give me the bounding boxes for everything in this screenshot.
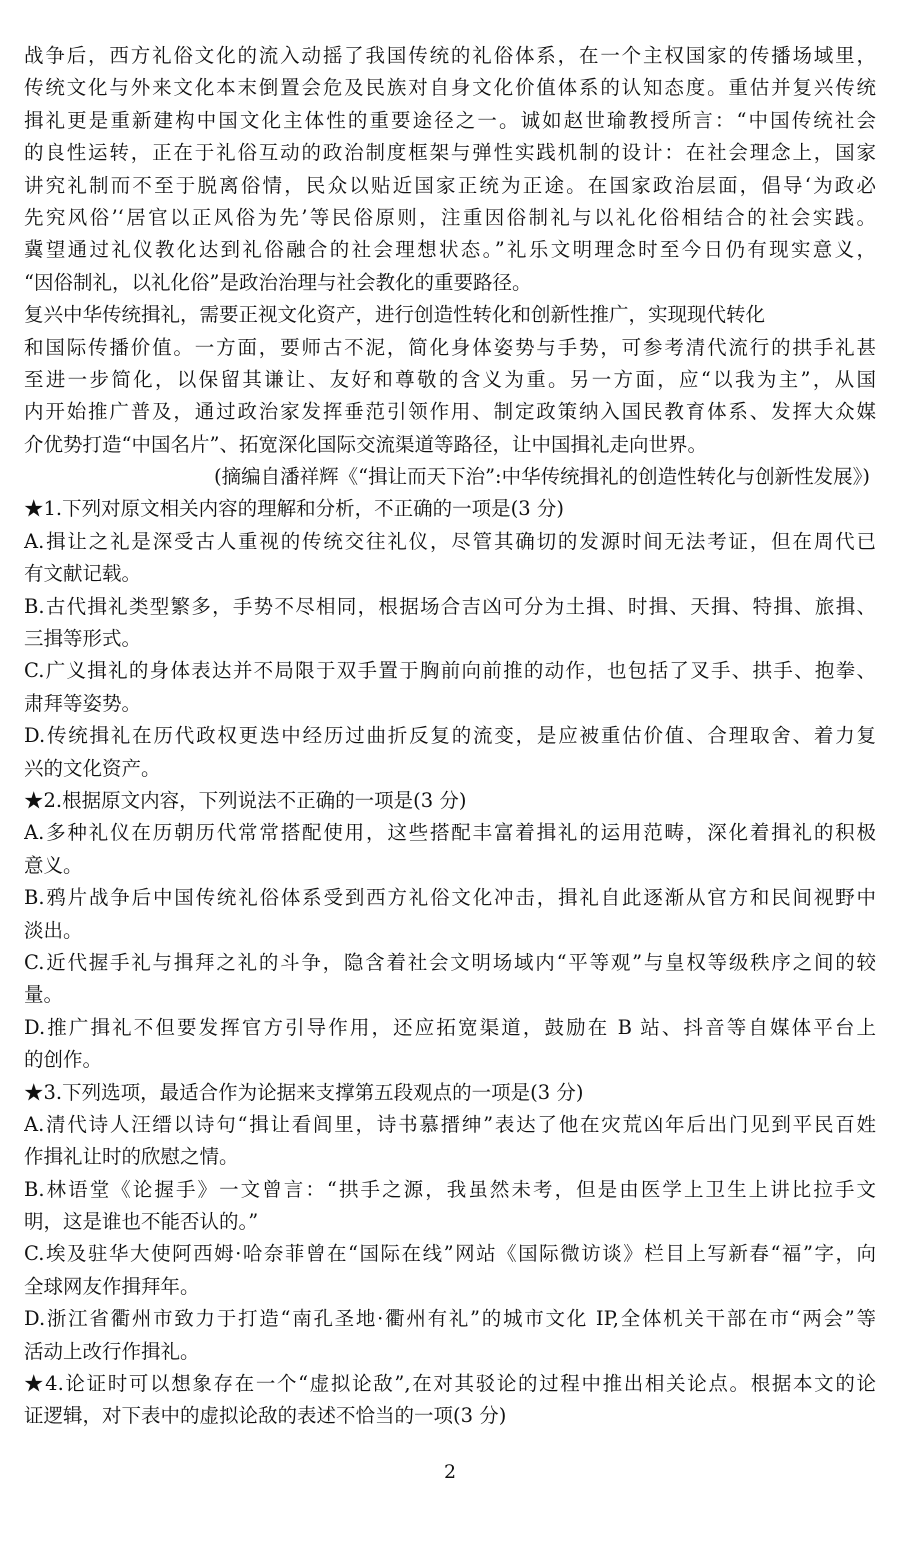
question-stem-continued: 证逻辑，对下表中的虚拟论敌的表述不恰当的一项(3 分)	[24, 1404, 507, 1428]
option-line: A.多种礼仪在历朝历代常常搭配使用，这些搭配丰富着揖礼的运用范畴，深化着揖礼的积极	[24, 821, 876, 845]
option-a[interactable]	[24, 817, 876, 882]
question-stem: ★4.论证时可以想象存在一个“虚拟论敌”,在对其驳论的过程中推出相关论点。根据本文的论	[24, 1372, 876, 1396]
option-line: 作揖礼让时的欣慰之情。	[24, 1145, 239, 1169]
passage-line: 先究风俗’‘居官以正风俗为先’等民俗原则，注重因俗制礼与以礼化俗相结合的社会实践。	[24, 205, 876, 229]
option-c[interactable]	[24, 947, 876, 1012]
option-b[interactable]	[24, 591, 876, 656]
question-3	[24, 1077, 876, 1369]
option-line: C.近代握手礼与揖拜之礼的斗争，隐含着社会文明场域内“平等观”与皇权等级秩序之间的较	[24, 950, 876, 974]
question-stem: ★3.下列选项，最适合作为论据来支撑第五段观点的一项是(3 分)	[24, 1080, 584, 1104]
option-line: D.浙江省衢州市致力于打造“南孔圣地·衢州有礼”的城市文化 IP,全体机关干部在市“两会”等	[24, 1307, 876, 1331]
option-line: 全球网友作揖拜年。	[24, 1274, 200, 1298]
option-line: 三揖等形式。	[24, 627, 142, 651]
option-b[interactable]	[24, 1174, 876, 1239]
option-d[interactable]	[24, 720, 876, 785]
question-2	[24, 785, 876, 1077]
option-d[interactable]	[24, 1012, 876, 1077]
option-line: 肃拜等姿势。	[24, 691, 142, 715]
option-line: 意义。	[24, 853, 83, 877]
option-b[interactable]	[24, 882, 876, 947]
passage-line: 冀望通过礼仪教化达到礼俗融合的社会理想状态。”礼乐文明理念时至今日仍有现实意义，	[24, 238, 876, 262]
option-line: 淡出。	[24, 918, 83, 942]
option-d[interactable]	[24, 1303, 876, 1368]
option-line: D.传统揖礼在历代政权更迭中经历过曲折反复的流变，是应被重估价值、合理取舍、着力复	[24, 724, 876, 748]
question-stem: ★1.下列对原文相关内容的理解和分析，不正确的一项是(3 分)	[24, 497, 564, 521]
option-line: D.推广揖礼不但要发挥官方引导作用，还应拓宽渠道，鼓励在 B 站、抖音等自媒体平台上	[24, 1015, 876, 1039]
passage-line: 内开始推广普及，通过政治家发挥垂范引领作用、制定政策纳入国民教育体系、发挥大众媒	[24, 400, 876, 424]
passage	[24, 40, 876, 493]
option-c[interactable]	[24, 1238, 876, 1303]
document-page	[24, 40, 876, 1433]
passage-line: 揖礼更是重新建构中国文化主体性的重要途径之一。诚如赵世瑜教授所言：“中国传统社会	[24, 108, 876, 132]
passage-line: 和国际传播价值。一方面，要师古不泥，简化身体姿势与手势，可参考清代流行的拱手礼甚	[24, 335, 876, 359]
source-citation: (摘编自潘祥辉《“揖让而天下治”:中华传统揖礼的创造性转化与创新性发展》)	[214, 465, 870, 489]
option-line: B.鸦片战争后中国传统礼俗体系受到西方礼俗文化冲击，揖礼自此逐渐从官方和民间视野中	[24, 886, 876, 910]
option-a[interactable]	[24, 526, 876, 591]
option-line: C.广义揖礼的身体表达并不局限于双手置于胸前向前推的动作，也包括了叉手、拱手、抱拳、	[24, 659, 876, 683]
option-line: B.古代揖礼类型繁多，手势不尽相同，根据场合吉凶可分为土揖、时揖、天揖、特揖、旅揖、	[24, 594, 876, 618]
passage-line: 讲究礼制而不至于脱离俗情，民众以贴近国家正统为正途。在国家政治层面，倡导‘为政必	[24, 173, 876, 197]
passage-line: 介优势打造“中国名片”、拓宽深化国际交流渠道等路径，让中国揖礼走向世界。	[24, 432, 707, 456]
page-number: 2	[443, 1461, 457, 1483]
option-line: 兴的文化资产。	[24, 756, 161, 780]
option-c[interactable]	[24, 655, 876, 720]
passage-line: 的良性运转，正在于礼俗互动的政治制度框架与弹性实践机制的设计：在社会理念上，国家	[24, 141, 876, 165]
question-4	[24, 1368, 876, 1433]
option-line: 活动上改行作揖礼。	[24, 1339, 200, 1363]
option-line: B.林语堂《论握手》一文曾言：“拱手之源，我虽然未考，但是由医学上卫生上讲比拉手文	[24, 1177, 876, 1201]
option-line: A.揖让之礼是深受古人重视的传统交往礼仪，尽管其确切的发源时间无法考证，但在周代已	[24, 529, 876, 553]
option-line: C.埃及驻华大使阿西姆·哈奈菲曾在“国际在线”网站《国际微访谈》栏目上写新春“福”字，向	[24, 1242, 876, 1266]
question-stem: ★2.根据原文内容，下列说法不正确的一项是(3 分)	[24, 788, 467, 812]
option-line: 量。	[24, 983, 64, 1007]
option-line: 的创作。	[24, 1048, 103, 1072]
question-1	[24, 493, 876, 785]
option-line: 有文献记载。	[24, 562, 142, 586]
option-line: 明，这是谁也不能否认的。”	[24, 1210, 259, 1234]
passage-line: 至进一步简化，以保留其谦让、友好和尊敬的含义为重。另一方面，应“以我为主”，从国	[24, 367, 876, 391]
passage-line: 战争后，西方礼俗文化的流入动摇了我国传统的礼俗体系，在一个主权国家的传播场域里，	[24, 44, 876, 67]
option-line: A.清代诗人汪缙以诗句“揖让看闾里，诗书慕搢绅”表达了他在灾荒凶年后出门见到平民百姓	[24, 1112, 876, 1136]
passage-line: 复兴中华传统揖礼，需要正视文化资产，进行创造性转化和创新性推广，实现现代转化	[24, 303, 766, 327]
passage-line: “因俗制礼，以礼化俗”是政治治理与社会教化的重要路径。	[24, 270, 532, 294]
passage-line: 传统文化与外来文化本末倒置会危及民族对自身文化价值体系的认知态度。重估并复兴传统	[24, 76, 876, 100]
option-a[interactable]	[24, 1109, 876, 1174]
